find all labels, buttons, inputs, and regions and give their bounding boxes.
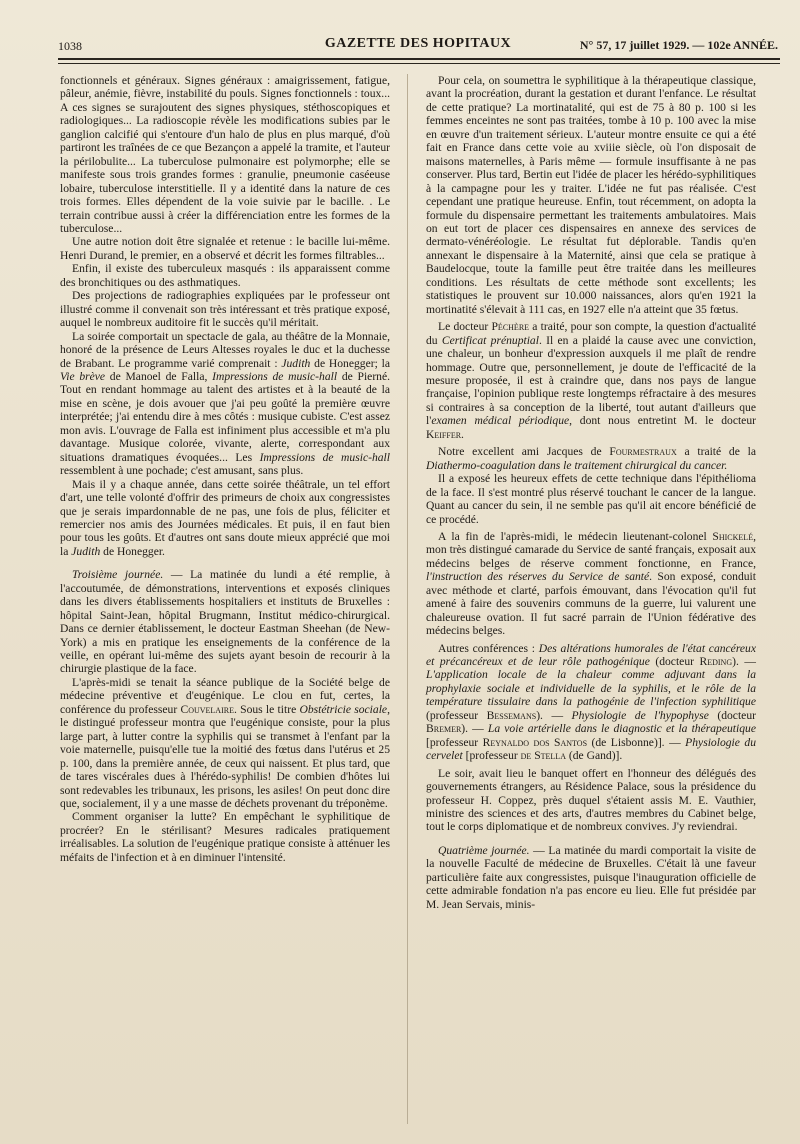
lecture-title: Diathermo-coagulation dans le traitement chirurgical du cancer. bbox=[426, 458, 728, 472]
lecture-title: Certificat prénuptial bbox=[441, 333, 539, 347]
paragraph: Le soir, avait lieu le banquet offert en l'honneur des délégués des gouvernements étrangers, au Résidence Palace, sous la présidence du professeur H. Coppez, près duquel s'étaient assis M. E. Vauthier, ministre des sciences et des arts, d'autres membres du Cabinet belge, tout le corps diplomatique et de nombreux convives. J'y reviendrai. bbox=[426, 766, 756, 834]
right-column bbox=[426, 74, 756, 911]
text-run: , dont nous entretint M. le docteur bbox=[569, 414, 756, 428]
header-rule bbox=[58, 58, 780, 60]
lecture-title: Des altérations humorales de l'état cancéreux et précancéreux et de leur rôle pathogénique bbox=[426, 641, 756, 669]
column-divider bbox=[407, 74, 408, 1124]
paragraph: Des projections de radiographies expliquées par le professeur ont illustré comme il convenait son très intéressant et très pratique exposé, auquel le nombreux auditoire fit le succès qu'il méritait. bbox=[60, 289, 390, 330]
text-run: . Sous le titre bbox=[233, 702, 300, 716]
section-heading: Troisième journée. bbox=[72, 568, 164, 582]
paragraph: fonctionnels et généraux. Signes généraux : amaigrissement, fatigue, pâleur, anémie, fièvre, instabilité du pouls. Signes fonctionnels : toux... A ces signes se surajoutent des signes physiques, stéthoscopiques et radiologiques... La radioscopie révèle les modifications subies par le ganglion calcifié qui s'entoure d'un halo de plus en plus marqué, d'où partiront les traînées de ce que Bezançon a appelé la tramite, et l'auteur la périlobulite... La tuberculose pulmonaire est polymorphe; elle se manifeste sous trois grandes formes : granulie, pneumonie caséeuse lobaire, tuberculose interstitielle. Il y a identité dans la nature de ces trois formes. Elles dépendent de la voie suivie par le bacille. . Le terrain contribue aussi à créer la différenciation entre les formes de la tuberculose... bbox=[60, 74, 390, 235]
lecture-title: l'instruction des réserves du Service de santé bbox=[426, 570, 650, 584]
text-run: La soirée comportait un spectacle de gala, au théâtre de la Monnaie, honoré de la présence de Leurs Altesses royales le duc et la duchesse de Brabant. Le programme varié comprenait : bbox=[60, 329, 390, 370]
left-column bbox=[60, 74, 390, 864]
work-title: Vie brève bbox=[60, 369, 106, 383]
paragraph bbox=[426, 445, 756, 472]
work-title: Judith bbox=[281, 356, 311, 370]
section-heading: Quatrième journée. bbox=[438, 843, 530, 857]
text-run: [professeur bbox=[462, 749, 521, 763]
lecture-title: Obstétricie sociale bbox=[299, 702, 388, 716]
text-run: — La matinée du mardi comportait la visite de la nouvelle Faculté de médecine de Bruxelles. C'était là une faveur particulière faite aux congressistes, puisque l'inauguration officielle de cette admirable fondation n'a pas encore eu lieu. Elle fut présidée par M. Jean Servais, minis- bbox=[426, 843, 756, 911]
text-run: L'après-midi se tenait la séance publique de la Société belge de médecine préventive et d'eugénique. Le clou en fut, certes, la conférence du professeur bbox=[60, 675, 390, 716]
text-run: Autres conférences : bbox=[438, 641, 539, 655]
person-name: Bremer bbox=[426, 722, 462, 736]
text-run: ressemblent à une pochade; c'est amusant, sans plus. bbox=[60, 464, 304, 478]
text-run: . bbox=[461, 427, 464, 441]
text-run: de Manoel de Falla, bbox=[105, 369, 213, 383]
text-run: (docteur bbox=[649, 655, 700, 669]
text-run: (professeur bbox=[426, 708, 487, 722]
paragraph bbox=[60, 478, 390, 559]
paragraph: Il a exposé les heureux effets de cette technique dans l'épithélioma de la face. Il s'est montré plus réservé touchant le cancer de la langue. Quant au cancer du sein, il ne semble pas qu'il ait encore bénéficié de ce procédé. bbox=[426, 472, 756, 526]
person-name: Reding bbox=[699, 655, 733, 669]
paragraph bbox=[60, 568, 390, 676]
lecture-title: Physiologie de l'hypophyse bbox=[571, 708, 709, 722]
text-run: a traité, pour son compte, la question d'actualité du bbox=[426, 320, 757, 347]
person-name: Péchère bbox=[491, 320, 530, 334]
paragraph: Enfin, il existe des tuberculeux masqués : ils apparaissent comme des bronchitiques ou des asthmatiques. bbox=[60, 262, 390, 289]
lecture-title: La voie artérielle dans le diagnostic et la thérapeutique bbox=[487, 722, 756, 736]
text-run: de Honegger; la bbox=[310, 356, 390, 370]
paragraph: Comment organiser la lutte? En empêchant le syphilitique de procréer? En le stérilisant? Mesures radicales pratiquement irréalisables. La solution de l'eugénique pratique consiste à atténuer les méfaits de l'infection et à en diminuer l'intensité. bbox=[60, 810, 390, 864]
person-name: Fourmestraux bbox=[609, 445, 677, 459]
publication-title: GAZETTE DES HOPITAUX bbox=[324, 36, 512, 51]
text-run: (docteur bbox=[708, 708, 756, 722]
text-run: ). — bbox=[461, 722, 488, 736]
text-run: , le distingué professeur montra que l'eugénique consiste, pour la plus large part, à lutter contre la syphilis qui se transmet à l'enfant par la voie maternelle, puisqu'elle tue la moitié des fœtus dans l'utérus et 25 p. 100, dans la première année, de ceux qui naissent. Et plus tard, que de tares viscérales dues à l'hérédo-syphilis! De combien d'hôtes lui sont redevables les tribunaux, les prisons, les asiles! On peut donc dire que, socialement, il y a une masse de déchets provenant du tréponème. bbox=[60, 702, 390, 811]
paragraph: Une autre notion doit être signalée et retenue : le bacille lui-même. Henri Durand, le premier, en a observé et décrit les formes filtrables... bbox=[60, 235, 390, 262]
text-run: (de Lisbonne)]. — bbox=[587, 735, 686, 749]
person-name: Couvelaire bbox=[180, 702, 234, 716]
text-run: a traité de la bbox=[676, 445, 756, 459]
text-run: ). — bbox=[536, 708, 572, 722]
text-run: A la fin de l'après-midi, le médecin lieutenant-colonel bbox=[438, 529, 713, 543]
paragraph bbox=[60, 676, 390, 811]
text-run: ). — bbox=[732, 655, 756, 669]
header-rule-thin bbox=[58, 63, 780, 64]
person-name: Keiffer bbox=[426, 427, 462, 441]
text-run: Notre excellent ami Jacques de bbox=[438, 445, 610, 459]
paragraph bbox=[426, 642, 756, 763]
page-header bbox=[58, 34, 778, 56]
paragraph: Pour cela, on soumettra le syphilitique à la thérapeutique classique, avant la procréation, durant la gestation et durant l'enfance. Le résultat de cette pratique? La mortinatalité, qui est de 75 à 80 p. 100 si les femmes enceintes ne sont pas traitées, tombe à 10 p. 100 avec la mise en œuvre d'un traitement sérieux. L'auteur montre ensuite ce qui a été fait en France dans cette voie au xviiie siècle, où l'on disposait de maisons maternelles, à Paris même — formule insuffisante à ne pas conserver. Plus tard, Bertin eut l'idée de placer les hérédo-syphilitiques à la campagne pour les y traiter. L'idée ne fut pas réalisée. C'est cependant une pratique heureuse. Enfin, tout récemment, on adopta la formule du dispensaire permettant les traitements ambulatoires. Mais on eut tort de placer ces dispensaires en annexe des services de dermato-vénéréologie. Le résultat fut déplorable. Tandis qu'en annexant le dispensaire à la Maternité, ainsi que cela se pratique à Baudelocque, toute la famille peut être traitée dans les meilleures conditions. Les résultats de cette méthode sont excellents; les statistiques le prouvent sur 10.000 naissances, alors qu'en 1921 la mortinatité s'élevait à 111 cas, en 1927 elle n'a atteint que 35 fœtus. bbox=[426, 74, 756, 316]
lecture-title: examen médical périodique bbox=[431, 414, 570, 428]
lecture-title: L'application locale de la chaleur comme adjuvant dans la prophylaxie sociale et individuelle de la syphilis, et le rôle de la température tissulaire dans la pathogénie de l'infection syphilitique bbox=[426, 668, 756, 709]
person-name: Shickelé bbox=[712, 529, 754, 543]
text-run: — La matinée du lundi a été remplie, à l'accoutumée, de démonstrations, interventions et exposés cliniques dans les divers établissements hospitaliers et instituts de Bruxelles : hôpital Saint-Jean, hôpital Brugmann, Institut médico-chirurgical. Dans ce dernier établissement, le docteur Eastman Sheehan (de New-York) a mis en pratique les enseignements de la conférence de la veille, en opérant lui-même des sujets ayant besoin de recourir à la chirurgie plastique de la face. bbox=[60, 568, 390, 676]
text-run: , mon très distingué camarade du Service de santé français, exposait aux médecins belges de réserve comment fonctionne, en France, bbox=[426, 529, 756, 570]
text-run: de Pierné. Tout en rendant hommage au talent des artistes et à la beauté de la mise en scène, je dois avouer que j'ai peu goûté la première œuvre interprétée; j'ai entendu dire à mes côtés : musique cubiste. C'est assez mon avis. L'ouvrage de Falla est infiniment plus accessible et m'a plu davantage. Musique colorée, vivante, alerte, correspondant aux situations dramatiques évoquées... Les bbox=[60, 369, 391, 464]
text-run: . Il en a plaidé la cause avec une conviction, une chaleur, un bonheur d'expression auxquels il me plaît de rendre hommage. Outre que, personnellement, je doute de l'efficacité de la mesure proposée, il est à craindre que, dans nos pays de langue française, l'opinion publique reste longtemps réfractaire à des mesures si contraires à sa conception de la liberté, tout autant d'ailleurs que l' bbox=[426, 333, 756, 428]
lecture-title: Physiologie du cervelet bbox=[426, 735, 756, 763]
paragraph bbox=[426, 530, 756, 638]
work-title: Impressions de music-hall bbox=[259, 450, 390, 464]
paragraph bbox=[426, 844, 756, 911]
work-title: Judith bbox=[71, 544, 101, 558]
person-name: Reynaldo dos Santos bbox=[482, 735, 588, 749]
person-name: de Stella bbox=[520, 749, 566, 763]
text-run: [professeur bbox=[426, 735, 483, 749]
paragraph bbox=[426, 320, 756, 441]
paragraph bbox=[60, 330, 390, 478]
person-name: Bessemans bbox=[486, 708, 537, 722]
text-run: de Honegger. bbox=[100, 544, 165, 558]
text-run: . Son exposé, conduit avec méthode et clarté, parfois émouvant, dans l'évocation qu'il fut amené à faire des souvenirs communs de la guerre, lui valurent une chaleureuse ovation. Il fut sacré parrain de l'Union fédérative des médecins belges. bbox=[426, 570, 756, 638]
text-run: Le docteur bbox=[438, 320, 492, 334]
work-title: Impressions de music-hall bbox=[212, 369, 338, 383]
page-number: 1038 bbox=[58, 39, 82, 53]
issue-info: N° 57, 17 juillet 1929. — 102e ANNÉE. bbox=[579, 38, 778, 52]
text-run: Mais il y a chaque année, dans cette soirée théâtrale, un tel effort d'art, une telle volonté d'offrir des primeurs de choix aux congressistes que je serais impardonnable de ne pas, une fois de plus, féliciter et remercier nos amis des Journées médicales. Et puis, il en faut bien pour tous les goûts. Et d'autres ont sans doute mieux apprécié que moi la bbox=[60, 477, 390, 558]
text-run: (de Gand)]. bbox=[565, 749, 623, 763]
